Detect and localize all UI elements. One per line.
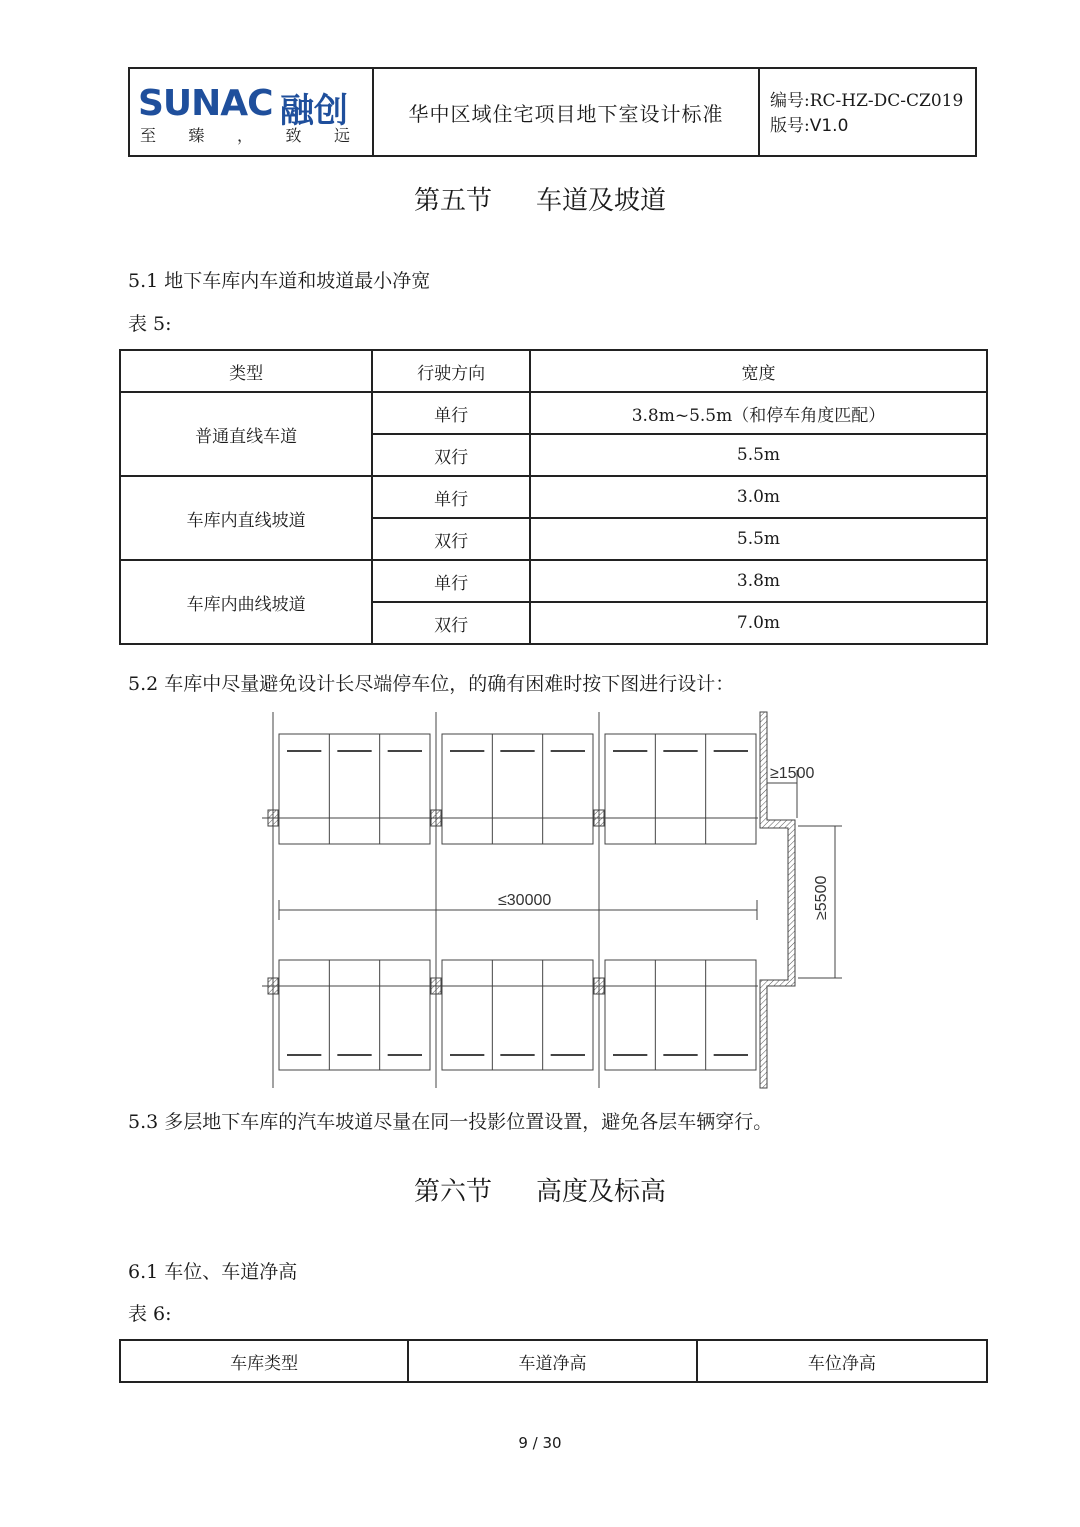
column-mark: [268, 810, 278, 826]
paragraph-5-2: 5.2 车库中尽量避免设计长尽端停车位，的确有困难时按下图进行设计：: [128, 673, 735, 695]
paragraph-5-3: 5.3 多层地下车库的汽车坡道尽量在同一投影位置设置，避免各层车辆穿行。: [128, 1111, 773, 1133]
paragraph-6-1: 6.1 车位、车道净高: [128, 1261, 298, 1283]
table-6: [119, 1339, 988, 1383]
version-label: 版号:: [770, 116, 810, 136]
direction-cell: 单行: [372, 392, 530, 434]
logo-wordmark: SUNAC: [138, 83, 273, 124]
slogan-char: 致: [285, 126, 302, 145]
section-name: 车道及坡道: [536, 186, 667, 216]
type-cell: 车库内直线坡道: [120, 476, 372, 560]
version-value: V1.0: [809, 116, 849, 136]
width-cell: 5.5m: [530, 518, 987, 560]
paragraph-5-1: 5.1 地下车库内车道和坡道最小净宽: [128, 270, 431, 292]
table-header-row: [120, 1340, 987, 1382]
slogan-char: 臻: [188, 126, 205, 145]
type-cell: 车库内曲线坡道: [120, 560, 372, 644]
column-mark: [268, 978, 278, 994]
width-cell: 3.8m~5.5m（和停车角度匹配）: [530, 392, 987, 434]
column-mark: [431, 810, 441, 826]
table-header-cell: 类型: [120, 350, 372, 392]
document-title: 华中区域住宅项目地下室设计标准: [374, 69, 760, 155]
section-6-title: [0, 1171, 1080, 1208]
table-header-cell: 车库类型: [120, 1340, 408, 1382]
slogan-char: ，: [236, 126, 253, 145]
parking-block: [279, 960, 430, 1070]
page-number: 9 / 30: [518, 1434, 562, 1452]
direction-cell: 双行: [372, 518, 530, 560]
parking-block: [605, 960, 756, 1070]
direction-cell: 双行: [372, 602, 530, 644]
dim-length-label: ≤30000: [498, 892, 552, 909]
dim-width-label: ≥5500: [813, 875, 830, 920]
table-header-cell: 车位净高: [697, 1340, 987, 1382]
code-value: RC-HZ-DC-CZ019: [809, 91, 964, 111]
direction-cell: 单行: [372, 560, 530, 602]
section-number: 第六节: [413, 1177, 492, 1207]
code-label: 编号:: [770, 91, 810, 111]
type-cell: 普通直线车道: [120, 392, 372, 476]
section-name: 高度及标高: [536, 1177, 667, 1207]
column-mark: [431, 978, 441, 994]
width-cell: 5.5m: [530, 434, 987, 476]
slogan-char: 至: [140, 126, 157, 145]
column-mark: [594, 810, 604, 826]
table-header-cell: 车道净高: [408, 1340, 696, 1382]
table-6-caption: 表 6:: [128, 1303, 172, 1325]
width-cell: 3.8m: [530, 560, 987, 602]
direction-cell: 双行: [372, 434, 530, 476]
table-header-cell: 行驶方向: [372, 350, 530, 392]
width-cell: 3.0m: [530, 476, 987, 518]
parking-block: [442, 960, 593, 1070]
width-cell: 7.0m: [530, 602, 987, 644]
dim-gap-label: ≥1500: [770, 765, 815, 782]
column-mark: [594, 978, 604, 994]
section-number: 第五节: [413, 186, 492, 216]
table-5-caption: 表 5:: [128, 313, 172, 335]
logo-chinese: 融创: [280, 91, 348, 131]
direction-cell: 单行: [372, 476, 530, 518]
table-header-cell: 宽度: [530, 350, 987, 392]
slogan-char: 远: [333, 126, 350, 145]
